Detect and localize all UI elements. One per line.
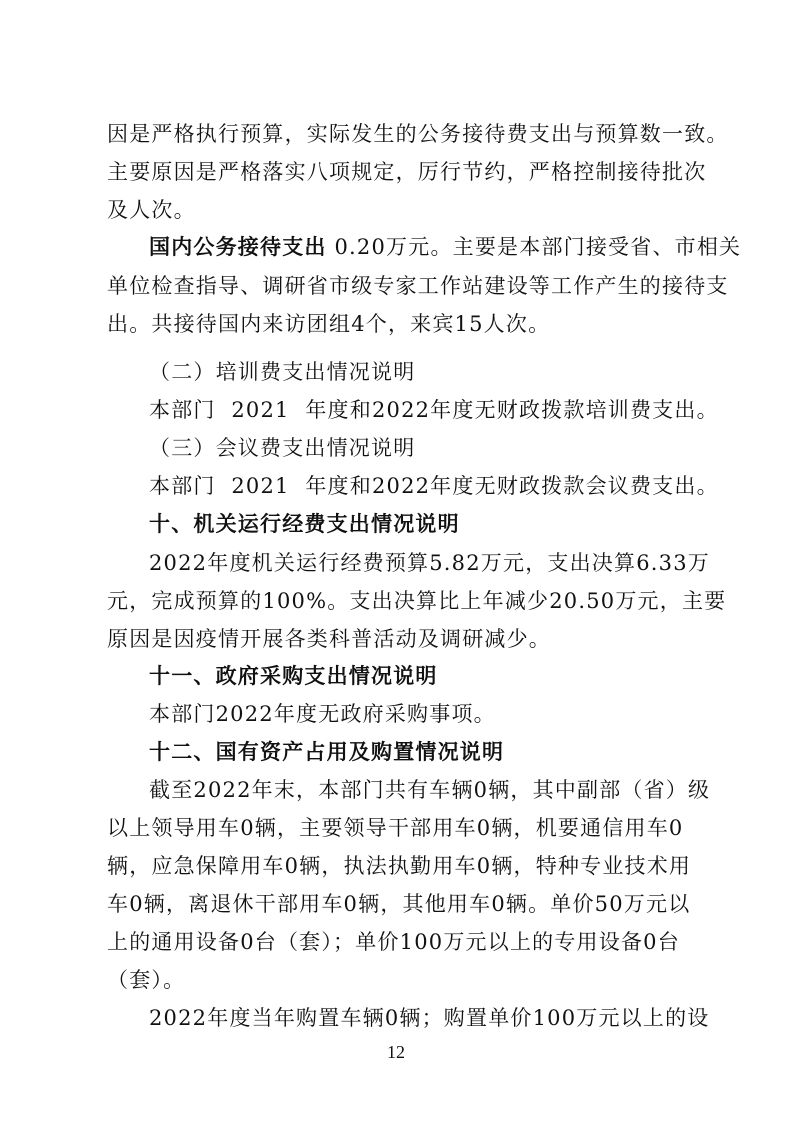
paragraph-line: 上的通用设备0台（套）；单价100万元以上的专用设备0台 [107,930,680,954]
subsection-heading: （二）培训费支出情况说明 [149,360,416,384]
paragraph-line [149,232,792,262]
paragraph-line: 车0辆，离退休干部用车0辆，其他用车0辆。单价50万元以 [107,892,691,916]
paragraph-line: 单位检查指导、调研省市级专家工作站建设等工作产生的接待支 [107,274,729,298]
paragraph-line: 2022年度机关运行经费预算5.82万元，支出决算6.33万 [149,551,710,575]
paragraph-line: （套）。 [107,968,186,992]
paragraph-line: 本部门 2021 年度和2022年度无财政拨款会议费支出。 [149,474,719,498]
paragraph-line: 截至2022年末，本部门共有车辆0辆，其中副部（省）级 [149,778,711,802]
paragraph-line: 出。共接待国内来访团组4个，来宾15人次。 [107,312,551,336]
paragraph-line: 及人次。 [107,198,196,222]
paragraph-line: 以上领导用车0辆，主要领导干部用车0辆，机要通信用车0 [107,816,684,840]
paragraph-line: 本部门2022年度无政府采购事项。 [149,702,496,726]
section-heading: 十、机关运行经费支出情况说明 [149,512,460,536]
paragraph-line: 2022年度当年购置车辆0辆；购置单价100万元以上的设 [149,1006,710,1030]
page-number: 12 [387,1042,405,1062]
paragraph-line: 因是严格执行预算，实际发生的公务接待费支出与预算数一致。 [107,122,729,146]
paragraph-line: 元，完成预算的100%。支出决算比上年减少20.50万元，主要 [107,589,727,613]
subsection-heading: （三）会议费支出情况说明 [149,436,416,460]
section-heading: 十一、政府采购支出情况说明 [149,664,438,688]
section-heading: 十二、国有资产占用及购置情况说明 [149,740,505,764]
paragraph-line: 辆，应急保障用车0辆，执法执勤用车0辆，特种专业技术用 [107,854,692,878]
paragraph-line: 主要原因是严格落实八项规定，厉行节约，严格控制接待批次 [107,160,707,184]
paragraph-text: 0.20万元。主要是本部门接受省、市相关 [334,235,742,259]
paragraph-line: 本部门 2021 年度和2022年度无财政拨款培训费支出。 [149,398,719,422]
paragraph-line: 原因是因疫情开展各类科普活动及调研减少。 [107,627,551,651]
inline-bold-term: 国内公务接待支出 [149,235,327,259]
